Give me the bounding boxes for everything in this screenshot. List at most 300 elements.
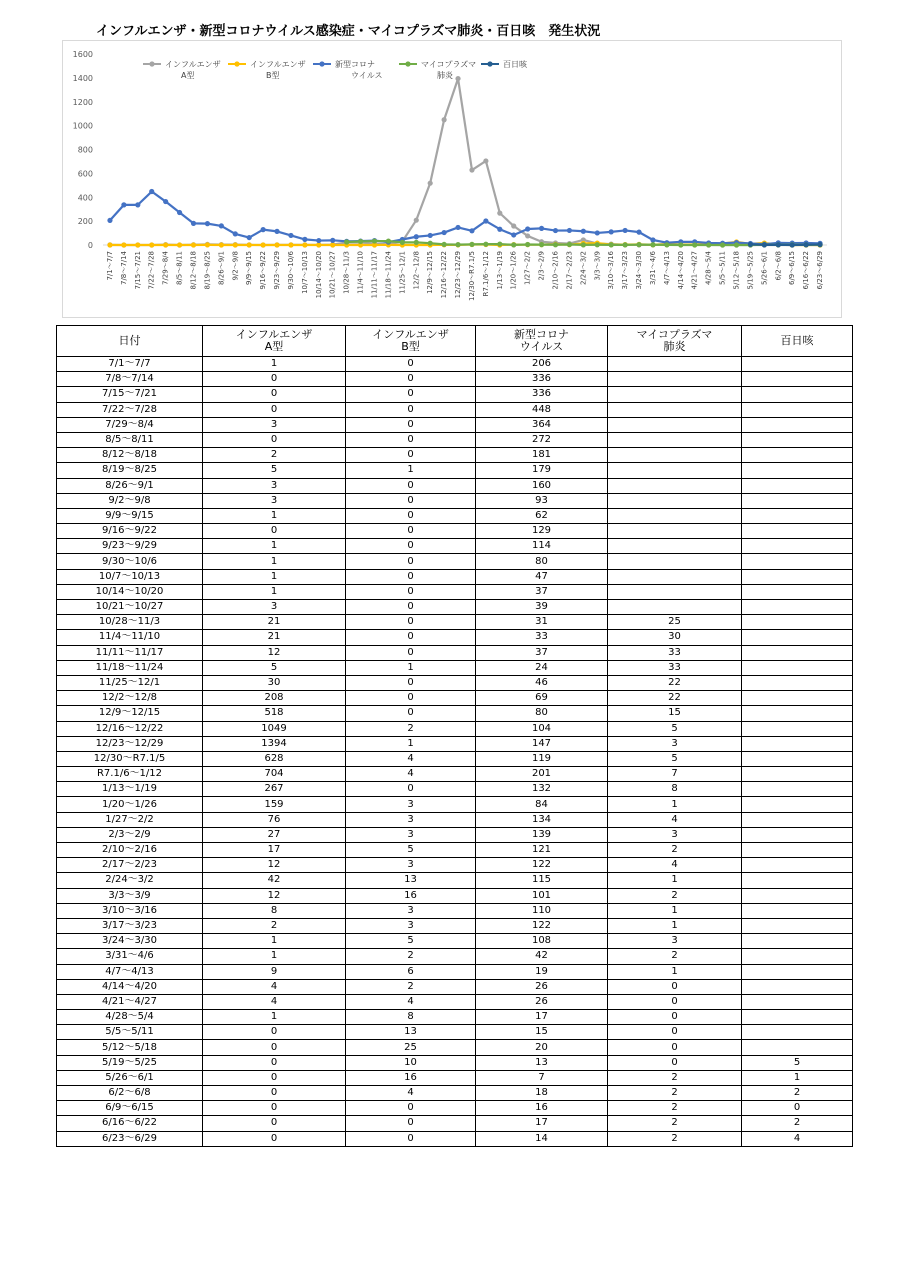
value-cell: 1 <box>203 554 346 569</box>
data-point <box>428 181 433 186</box>
table-row <box>57 524 853 539</box>
value-cell: 139 <box>476 827 608 842</box>
table-row <box>57 721 853 736</box>
x-tick-label: 7/1～7/7 <box>105 251 114 281</box>
data-point <box>288 233 293 238</box>
value-cell: 1 <box>346 736 476 751</box>
date-cell: 6/23～6/29 <box>57 1131 203 1146</box>
date-cell: 11/4～11/10 <box>57 630 203 645</box>
x-tick-label: 9/16～9/22 <box>259 251 268 290</box>
value-cell <box>742 827 853 842</box>
value-cell: 25 <box>346 1040 476 1055</box>
table-row <box>57 357 853 372</box>
table-row <box>57 1131 853 1146</box>
value-cell <box>742 630 853 645</box>
table-row <box>57 827 853 842</box>
date-cell: 7/15～7/21 <box>57 387 203 402</box>
value-cell: 179 <box>476 463 608 478</box>
table-row <box>57 903 853 918</box>
value-cell: 0 <box>346 508 476 523</box>
value-cell: 147 <box>476 736 608 751</box>
y-tick-label: 600 <box>77 169 93 179</box>
value-cell: 1 <box>608 797 742 812</box>
data-point <box>163 199 168 204</box>
date-cell: 3/3～3/9 <box>57 888 203 903</box>
value-cell: 0 <box>346 372 476 387</box>
value-cell: 3 <box>346 903 476 918</box>
data-point <box>163 242 168 247</box>
value-cell <box>742 615 853 630</box>
value-cell <box>742 736 853 751</box>
data-point <box>205 221 210 226</box>
value-cell: 26 <box>476 994 608 1009</box>
value-cell: 201 <box>476 767 608 782</box>
value-cell: 0 <box>346 417 476 432</box>
value-cell: 108 <box>476 934 608 949</box>
value-cell: 121 <box>476 843 608 858</box>
value-cell <box>742 478 853 493</box>
value-cell <box>608 600 742 615</box>
y-tick-label: 1600 <box>72 50 93 59</box>
value-cell: 3 <box>203 478 346 493</box>
value-cell <box>608 554 742 569</box>
value-cell: 0 <box>346 569 476 584</box>
x-tick-label: 3/10～3/16 <box>607 251 616 290</box>
value-cell <box>742 554 853 569</box>
value-cell: 134 <box>476 812 608 827</box>
value-cell: 8 <box>203 903 346 918</box>
x-tick-label: 4/7～4/13 <box>662 251 671 285</box>
value-cell <box>742 1025 853 1040</box>
value-cell: 0 <box>346 691 476 706</box>
value-cell: 1 <box>203 949 346 964</box>
value-cell <box>742 812 853 827</box>
data-point <box>247 235 252 240</box>
value-cell <box>742 372 853 387</box>
value-cell: 16 <box>476 1101 608 1116</box>
value-cell: 1 <box>203 357 346 372</box>
table-row <box>57 858 853 873</box>
x-tick-label: 9/30～10/6 <box>286 251 295 290</box>
value-cell: 0 <box>203 1101 346 1116</box>
data-point <box>261 227 266 232</box>
page-title: インフルエンザ・新型コロナウイルス感染症・マイコプラズマ肺炎・百日咳 発生状況 <box>96 24 601 39</box>
value-cell: 2 <box>742 1086 853 1101</box>
data-point <box>302 242 307 247</box>
value-cell: 6 <box>346 964 476 979</box>
table-row <box>57 600 853 615</box>
date-cell: 12/23～12/29 <box>57 736 203 751</box>
value-cell <box>742 843 853 858</box>
x-tick-label: 12/9～12/15 <box>426 251 435 294</box>
value-cell: 1 <box>742 1070 853 1085</box>
table-row <box>57 645 853 660</box>
value-cell: 31 <box>476 615 608 630</box>
x-tick-label: 8/5～8/11 <box>175 251 184 285</box>
value-cell: 13 <box>346 873 476 888</box>
value-cell: 25 <box>608 615 742 630</box>
x-tick-label: 10/21～10/27 <box>328 251 337 299</box>
table-row <box>57 782 853 797</box>
value-cell: 12 <box>203 888 346 903</box>
date-cell: 9/23～9/29 <box>57 539 203 554</box>
value-cell <box>742 964 853 979</box>
table-row <box>57 1070 853 1085</box>
value-cell: 2 <box>608 1116 742 1131</box>
value-cell <box>608 402 742 417</box>
value-cell: 101 <box>476 888 608 903</box>
value-cell: 76 <box>203 812 346 827</box>
value-cell: 4 <box>203 994 346 1009</box>
data-point <box>149 242 154 247</box>
column-header: 新型コロナ ウイルス <box>476 326 608 357</box>
value-cell: 15 <box>476 1025 608 1040</box>
data-point <box>455 242 460 247</box>
value-cell: 3 <box>346 858 476 873</box>
date-cell: 5/12～5/18 <box>57 1040 203 1055</box>
date-cell: 9/2～9/8 <box>57 493 203 508</box>
value-cell: 12 <box>203 858 346 873</box>
series-line <box>750 244 820 245</box>
value-cell: 0 <box>346 600 476 615</box>
x-tick-label: 12/23～12/29 <box>454 251 463 299</box>
value-cell: 47 <box>476 569 608 584</box>
value-cell: 160 <box>476 478 608 493</box>
value-cell: 33 <box>476 630 608 645</box>
value-cell: 13 <box>346 1025 476 1040</box>
date-cell: 4/7～4/13 <box>57 964 203 979</box>
value-cell <box>608 372 742 387</box>
value-cell: 0 <box>346 706 476 721</box>
value-cell: 13 <box>476 1055 608 1070</box>
data-point <box>483 218 488 223</box>
value-cell: 5 <box>742 1055 853 1070</box>
data-point <box>400 240 405 245</box>
value-cell: 3 <box>608 934 742 949</box>
data-point <box>330 242 335 247</box>
value-cell: 19 <box>476 964 608 979</box>
value-cell: 0 <box>608 1025 742 1040</box>
date-cell: 8/19～8/25 <box>57 463 203 478</box>
date-cell: 3/24～3/30 <box>57 934 203 949</box>
value-cell: 33 <box>608 645 742 660</box>
data-point <box>414 240 419 245</box>
data-point <box>330 238 335 243</box>
value-cell <box>608 584 742 599</box>
value-cell: 24 <box>476 660 608 675</box>
table-row <box>57 691 853 706</box>
data-point <box>358 239 363 244</box>
x-tick-label: 10/28～11/3 <box>342 251 351 294</box>
x-tick-label: 2/24～3/2 <box>579 251 588 285</box>
value-cell <box>742 508 853 523</box>
value-cell: 0 <box>346 448 476 463</box>
value-cell <box>608 387 742 402</box>
date-cell: 11/25～12/1 <box>57 675 203 690</box>
value-cell <box>742 918 853 933</box>
date-cell: 9/16～9/22 <box>57 524 203 539</box>
y-tick-label: 200 <box>77 217 93 227</box>
value-cell <box>608 539 742 554</box>
value-cell: 0 <box>203 524 346 539</box>
value-cell: 80 <box>476 554 608 569</box>
value-cell: 0 <box>203 1070 346 1085</box>
data-point <box>595 230 600 235</box>
table-row <box>57 463 853 478</box>
table-header-row <box>57 326 853 357</box>
date-cell: 2/24～3/2 <box>57 873 203 888</box>
value-cell: 5 <box>608 751 742 766</box>
value-cell: 4 <box>608 812 742 827</box>
x-tick-label: 8/26～9/1 <box>217 251 226 285</box>
value-cell: 10 <box>346 1055 476 1070</box>
legend-label: 百日咳 <box>503 60 527 69</box>
value-cell <box>742 994 853 1009</box>
data-point <box>581 229 586 234</box>
value-cell: 4 <box>203 979 346 994</box>
value-cell: 2 <box>346 979 476 994</box>
legend-marker <box>405 61 410 66</box>
value-cell: 5 <box>203 660 346 675</box>
x-tick-label: 12/16～12/22 <box>440 251 449 299</box>
value-cell: 5 <box>203 463 346 478</box>
x-tick-label: 2/17～2/23 <box>565 251 574 290</box>
x-tick-label: 2/10～2/16 <box>551 251 560 290</box>
data-point <box>261 242 266 247</box>
value-cell: 30 <box>203 675 346 690</box>
data-point <box>428 233 433 238</box>
x-tick-label: 9/2～9/8 <box>231 251 240 281</box>
data-point <box>720 242 725 247</box>
value-cell <box>742 432 853 447</box>
data-point <box>121 202 126 207</box>
data-point <box>107 218 112 223</box>
value-cell <box>742 721 853 736</box>
value-cell: 0 <box>346 1101 476 1116</box>
value-cell: 208 <box>203 691 346 706</box>
value-cell: 30 <box>608 630 742 645</box>
date-cell: 1/20～1/26 <box>57 797 203 812</box>
data-point <box>636 242 641 247</box>
value-cell <box>742 675 853 690</box>
value-cell: 0 <box>346 615 476 630</box>
value-cell: 3 <box>608 827 742 842</box>
value-cell: 22 <box>608 675 742 690</box>
value-cell: 16 <box>346 888 476 903</box>
value-cell <box>742 706 853 721</box>
data-point <box>442 230 447 235</box>
value-cell <box>742 524 853 539</box>
value-cell: 2 <box>608 1086 742 1101</box>
table-row <box>57 918 853 933</box>
value-cell: 0 <box>203 1086 346 1101</box>
date-cell: 4/21～4/27 <box>57 994 203 1009</box>
table-row <box>57 554 853 569</box>
value-cell: 3 <box>608 736 742 751</box>
value-cell: 1 <box>608 918 742 933</box>
value-cell: 132 <box>476 782 608 797</box>
y-tick-label: 800 <box>77 145 93 155</box>
data-point <box>135 202 140 207</box>
legend-label: インフルエンザ B型 <box>250 60 306 80</box>
value-cell: 110 <box>476 903 608 918</box>
x-tick-label: 12/30～R7.1/5 <box>467 251 476 301</box>
x-tick-label: 1/13～1/19 <box>495 251 504 290</box>
value-cell: 0 <box>346 493 476 508</box>
column-header: 百日咳 <box>742 326 853 357</box>
value-cell: 0 <box>346 782 476 797</box>
data-point <box>650 242 655 247</box>
date-cell: 7/8～7/14 <box>57 372 203 387</box>
value-cell <box>608 448 742 463</box>
table-row <box>57 964 853 979</box>
legend-label: インフルエンザ A型 <box>165 60 221 80</box>
value-cell: 0 <box>346 539 476 554</box>
value-cell: 3 <box>203 600 346 615</box>
value-cell <box>742 387 853 402</box>
value-cell: 93 <box>476 493 608 508</box>
data-point <box>497 241 502 246</box>
value-cell: 1 <box>346 660 476 675</box>
value-cell: 0 <box>346 432 476 447</box>
value-cell: 336 <box>476 372 608 387</box>
value-cell <box>742 402 853 417</box>
table-row <box>57 873 853 888</box>
data-point <box>692 242 697 247</box>
value-cell <box>742 934 853 949</box>
value-cell: 0 <box>346 402 476 417</box>
value-cell: 21 <box>203 630 346 645</box>
value-cell: 0 <box>346 387 476 402</box>
data-point <box>135 242 140 247</box>
value-cell: 518 <box>203 706 346 721</box>
y-tick-label: 400 <box>77 193 93 203</box>
value-cell: 37 <box>476 645 608 660</box>
value-cell: 0 <box>346 357 476 372</box>
table-row <box>57 478 853 493</box>
table-row <box>57 1101 853 1116</box>
table-row <box>57 1010 853 1025</box>
value-cell: 4 <box>346 751 476 766</box>
data-point <box>525 226 530 231</box>
x-tick-label: 5/19～5/25 <box>746 251 755 290</box>
value-cell <box>742 463 853 478</box>
value-cell: 1 <box>203 539 346 554</box>
data-point <box>219 242 224 247</box>
date-cell: 7/22～7/28 <box>57 402 203 417</box>
column-header: インフルエンザ B型 <box>346 326 476 357</box>
value-cell: 2 <box>608 1070 742 1085</box>
date-cell: 4/14～4/20 <box>57 979 203 994</box>
x-tick-label: 1/20～1/26 <box>509 251 518 290</box>
table-row <box>57 372 853 387</box>
data-point <box>219 223 224 228</box>
x-tick-label: 8/19～8/25 <box>203 251 212 290</box>
data-point <box>636 230 641 235</box>
value-cell: 181 <box>476 448 608 463</box>
data-point <box>497 227 502 232</box>
value-cell <box>608 417 742 432</box>
table-row <box>57 994 853 1009</box>
value-cell: 2 <box>203 918 346 933</box>
value-cell: 22 <box>608 691 742 706</box>
data-point <box>205 242 210 247</box>
value-cell <box>608 493 742 508</box>
table-row <box>57 706 853 721</box>
table-row <box>57 1086 853 1101</box>
x-tick-label: 3/31～4/6 <box>648 251 657 285</box>
value-cell: 1 <box>608 903 742 918</box>
x-tick-label: 5/26～6/1 <box>760 251 769 285</box>
table-row <box>57 417 853 432</box>
table-row <box>57 1116 853 1131</box>
value-cell <box>742 903 853 918</box>
value-cell <box>742 1040 853 1055</box>
value-cell <box>742 691 853 706</box>
value-cell: 704 <box>203 767 346 782</box>
date-cell: 10/28～11/3 <box>57 615 203 630</box>
value-cell <box>608 432 742 447</box>
data-point <box>539 242 544 247</box>
value-cell: 17 <box>476 1010 608 1025</box>
value-cell: 0 <box>203 402 346 417</box>
date-cell: 10/21～10/27 <box>57 600 203 615</box>
date-cell: 12/9～12/15 <box>57 706 203 721</box>
date-cell: 6/16～6/22 <box>57 1116 203 1131</box>
value-cell: 0 <box>608 1040 742 1055</box>
data-point <box>609 229 614 234</box>
table-row <box>57 660 853 675</box>
value-cell: 84 <box>476 797 608 812</box>
value-cell <box>608 524 742 539</box>
value-cell: 0 <box>346 554 476 569</box>
data-point <box>525 233 530 238</box>
date-cell: 7/1～7/7 <box>57 357 203 372</box>
value-cell: 3 <box>203 493 346 508</box>
data-point <box>107 242 112 247</box>
data-point <box>511 242 516 247</box>
date-cell: 1/13～1/19 <box>57 782 203 797</box>
value-cell: 0 <box>346 524 476 539</box>
date-cell: 2/3～2/9 <box>57 827 203 842</box>
data-point <box>455 76 460 81</box>
value-cell <box>742 539 853 554</box>
data-point <box>511 223 516 228</box>
data-point <box>762 242 767 247</box>
value-cell: 122 <box>476 918 608 933</box>
y-tick-label: 1400 <box>72 73 93 83</box>
value-cell: 2 <box>608 888 742 903</box>
value-cell: 0 <box>346 675 476 690</box>
value-cell <box>608 478 742 493</box>
table-row <box>57 508 853 523</box>
series-line <box>110 192 820 245</box>
date-cell: 12/30～R7.1/5 <box>57 751 203 766</box>
value-cell: 0 <box>346 1116 476 1131</box>
value-cell <box>742 417 853 432</box>
table-row <box>57 432 853 447</box>
value-cell: 0 <box>346 1131 476 1146</box>
date-cell: 7/29～8/4 <box>57 417 203 432</box>
x-tick-label: 11/11～11/17 <box>370 251 379 299</box>
value-cell <box>742 949 853 964</box>
data-point <box>177 242 182 247</box>
table-row <box>57 493 853 508</box>
x-tick-label: 7/29～8/4 <box>161 251 170 285</box>
table-row <box>57 539 853 554</box>
value-cell: 0 <box>203 432 346 447</box>
value-cell: 0 <box>346 584 476 599</box>
